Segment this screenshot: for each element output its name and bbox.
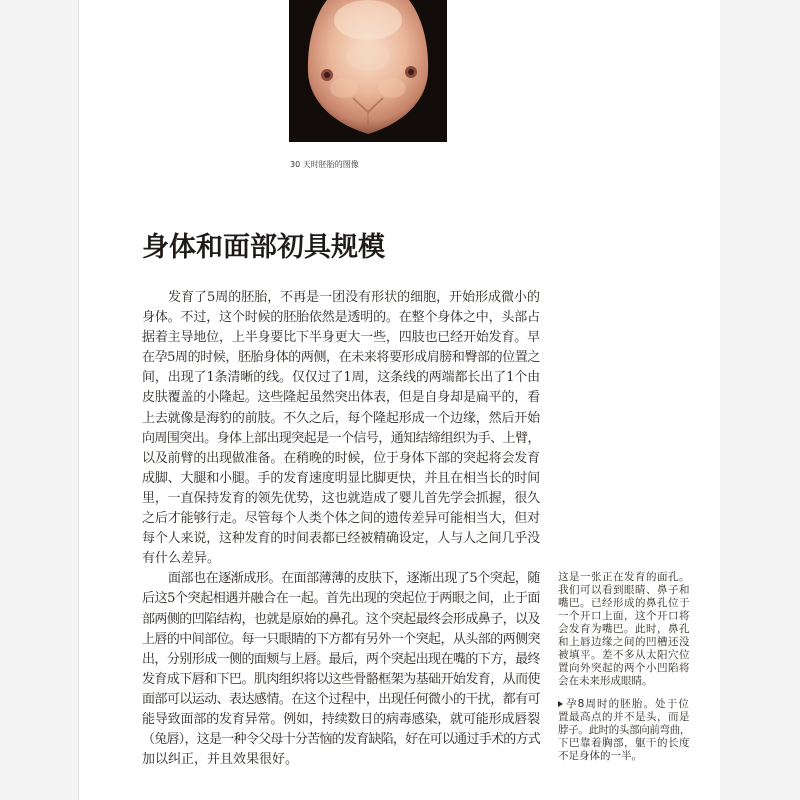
body-line: 能导致面部的发育异常。例如，持续数日的病毒感染，就可能形成唇裂 <box>142 711 540 727</box>
body-line: （兔唇），这是一种令父母十分苦恼的发育缺陷，好在可以通过手术的方式 <box>142 732 540 748</box>
note-line: 下巴靠着胸部，躯干的长度 <box>558 737 690 749</box>
note-line: 和上唇边缘之间的凹槽还没 <box>558 636 690 648</box>
body-line: 间，出现了1条清晰的线。仅仅过了1周，这条线的两端都长出了1个由 <box>142 370 540 386</box>
body-line: 加以纠正，并且效果很好。 <box>142 752 299 768</box>
note-line: 置向外突起的两个小凹陷将 <box>558 662 690 674</box>
body-line: 后这5个突起相遇并融合在一起。首先出现的突起位于两眼之间，止于面 <box>142 591 540 607</box>
body-line: 向周围突出。身体上部出现突起是一个信号，通知结缔组织为手、上臂， <box>142 430 540 446</box>
embryo-eye-left <box>321 69 333 81</box>
body-line: 有什么差异。 <box>142 551 221 567</box>
article-body <box>142 288 540 770</box>
note-line: 孕8周时的胚胎。处于位 <box>566 698 690 710</box>
note-line: 会在未来形成眼睛。 <box>558 675 653 687</box>
body-line: 上唇的中间部位。每一只眼睛的下方都有另外一个突起，从头部的两侧突 <box>142 631 540 647</box>
note-line: 一个开口上面，这个开口将 <box>558 610 690 622</box>
note-line: 我们可以看到眼睛、鼻子和 <box>558 584 690 596</box>
body-line: 在孕5周的时候，胚胎身体的两侧，在未来将要形成肩膀和臀部的位置之 <box>142 350 540 366</box>
embryo-photo <box>289 0 447 142</box>
body-line: 成脚、大腿和小腿。手的发育速度明显比脚更快，并且在相当长的时间 <box>142 470 540 486</box>
note-line: 置最高点的并不是头，而是 <box>558 711 690 723</box>
embryo-figure <box>289 0 447 142</box>
body-paragraph <box>142 569 540 770</box>
body-line: 面部可以运动、表达感情。在这个过程中，出现任何微小的干扰，都有可 <box>142 691 540 707</box>
note-line: 嘴巴。已经形成的鼻孔位于 <box>558 597 690 609</box>
embryo-eye-right <box>405 66 417 78</box>
article-title: 身体和面部初具规模 <box>142 232 385 263</box>
note-line: 会发育为嘴巴。此时，鼻孔 <box>558 623 690 635</box>
note-line: 不足身体的一半。 <box>558 750 642 762</box>
note-line: 被填平。差不多从太阳穴位 <box>558 649 690 661</box>
figure-caption: 30 天时胚胎的图像 <box>290 160 359 169</box>
note-line: 这是一张正在发育的面孔。 <box>558 571 690 583</box>
body-line: 皮肤覆盖的小隆起。这些隆起虽然突出体表，但是自身却是扁平的，看 <box>142 390 540 406</box>
body-line: 发育了5周的胚胎，不再是一团没有形状的细胞，开始形成微小的 <box>168 290 540 305</box>
body-line: 里，一直保持发育的领先优势，这也就造成了婴儿首先学会抓握，很久 <box>142 490 540 506</box>
body-line: 身体。不过，这个时候的胚胎依然是透明的。在整个身体之中，头部占 <box>142 310 540 326</box>
body-line: 之后才能够行走。尽管每个人类个体之间的遗传差异可能相当大，但对 <box>142 511 540 527</box>
sidebar-note-8-weeks <box>558 698 690 763</box>
chevron-right-icon <box>558 701 563 707</box>
body-line: 据着主导地位，上半身要比下半身更大一些，四肢也已经开始发育。早 <box>142 330 540 346</box>
body-line: 部两侧的凹陷结构，也就是原始的鼻孔。这个突起最终会形成鼻子，以及 <box>142 611 540 627</box>
note-line: 脖子。此时的头部向前弯曲， <box>558 724 690 736</box>
body-line: 以及前臂的出现做准备。在稍晚的时候，位于身体下部的突起将会发育 <box>142 450 540 466</box>
body-paragraph <box>142 288 540 569</box>
body-line: 发育成下唇和下巴。肌肉组织将以这些骨骼框架为基础开始发育，从而使 <box>142 671 540 687</box>
body-line: 面部也在逐渐成形。在面部薄薄的皮肤下，逐渐出现了5个突起，随 <box>168 571 540 587</box>
body-line: 上去就像是海豹的前肢。不久之后，每个隆起形成一个边缘，然后开始 <box>142 410 540 426</box>
body-line: 出，分别形成一侧的面颊与上唇。最后，两个突起出现在嘴的下方，最终 <box>142 651 540 667</box>
sidebar-note-face <box>558 571 690 688</box>
body-line: 每个人来说，这种发育的时间表都已经被精确设定，人与人之间几乎没 <box>142 531 540 547</box>
